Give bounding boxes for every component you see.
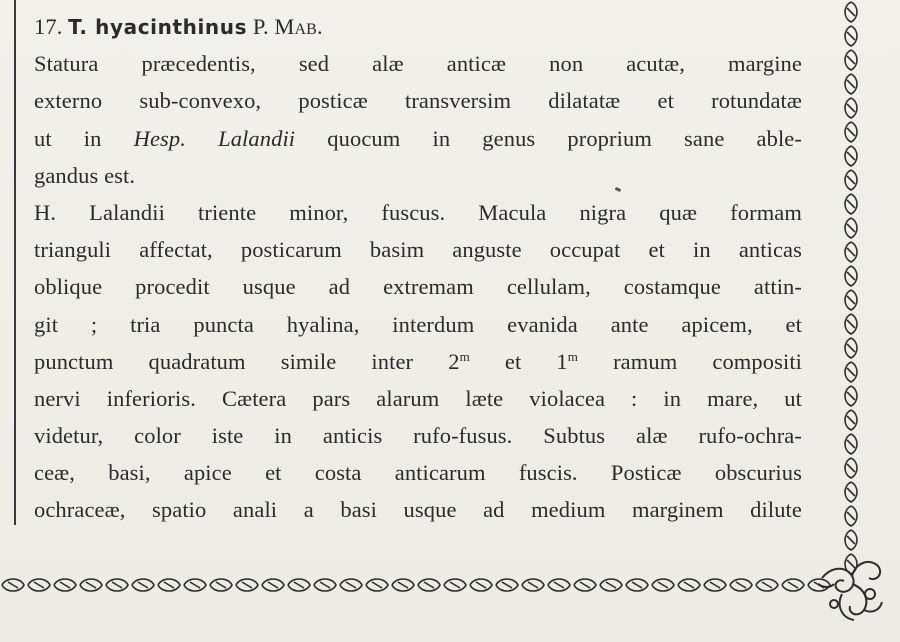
chain-link-ornament (340, 579, 362, 591)
chain-link-ornament (845, 290, 857, 310)
para2-line5-a: punctum quadratum simile inter 2 (34, 348, 460, 374)
chain-link-ornament (236, 579, 258, 591)
fleuron-corner-ornament (812, 548, 890, 626)
species-name: T. hyacinthinus (68, 15, 248, 39)
para1-line4: gandus est. (34, 162, 136, 188)
chain-link-ornament (845, 530, 857, 550)
chain-link-ornament (522, 579, 544, 591)
chain-link-ornament (288, 579, 310, 591)
chain-link-ornament (845, 482, 857, 502)
left-margin-rule (14, 0, 16, 525)
chain-link-ornament (845, 218, 857, 238)
chain-link-ornament (782, 579, 804, 591)
chain-link-ornament (262, 579, 284, 591)
chain-link-ornament (845, 434, 857, 454)
chain-link-ornament (845, 26, 857, 46)
species-number: 17. (34, 14, 63, 39)
para2-line7: videtur, color iste in anticis rufo-fusus. Subtus alæ rufo-ochra- (34, 423, 802, 449)
chain-link-ornament (845, 146, 857, 166)
chain-link-ornament (158, 579, 180, 591)
chain-link-ornament (184, 579, 206, 591)
para2-line4: git ; tria puncta hyalina, interdum evanida ante apicem, et (34, 311, 802, 337)
chain-link-ornament (418, 579, 440, 591)
chain-link-ornament (600, 579, 622, 591)
chain-link-ornament (106, 579, 128, 591)
chain-link-ornament (574, 579, 596, 591)
superscript-m: m (567, 348, 578, 364)
chain-link-ornament (845, 50, 857, 70)
author-name: Mab. (274, 14, 323, 39)
italic-species-ref: Hesp. Lalandii (133, 125, 296, 151)
chain-link-ornament (845, 122, 857, 142)
chain-link-ornament (845, 170, 857, 190)
chain-link-ornament (652, 579, 674, 591)
chain-link-ornament (2, 579, 24, 591)
chain-link-ornament (678, 579, 700, 591)
para1-line2: externo sub-convexo, posticæ transversim dilatatæ et rotundatæ (34, 88, 802, 114)
para2-line5-c: ramum compositi (613, 348, 803, 374)
chain-link-ornament (80, 579, 102, 591)
species-heading (34, 8, 802, 45)
chain-link-ornament (28, 579, 50, 591)
para1-line3-post: quocum in genus proprium sane able- (327, 125, 802, 151)
chain-link-ornament (845, 506, 857, 526)
chain-link-ornament (845, 194, 857, 214)
para2-line1: H. Lalandii triente minor, fuscus. Macula nigra quæ formam (34, 199, 802, 225)
chain-link-ornament (548, 579, 570, 591)
chain-link-ornament (54, 579, 76, 591)
superscript-m: m (459, 348, 470, 364)
para2-line2: trianguli affectat, posticarum basim anguste occupat et in anticas (34, 237, 802, 263)
chain-link-ornament (845, 266, 857, 286)
chain-link-ornament (366, 579, 388, 591)
body-text (34, 8, 802, 529)
chain-link-ornament (845, 386, 857, 406)
chain-link-ornament (730, 579, 752, 591)
para2-line9: ochraceæ, spatio anali a basi usque ad medium marginem dilute (34, 497, 802, 523)
chain-link-ornament (392, 579, 414, 591)
bottom-chain-border-ornament (0, 570, 840, 600)
chain-link-ornament (132, 579, 154, 591)
para1-line1: Statura præcedentis, sed alæ anticæ non acutæ, margine (34, 51, 802, 77)
right-chain-border-ornament (833, 0, 869, 580)
chain-link-ornament (470, 579, 492, 591)
para2-line3: oblique procedit usque ad extremam cellulam, costamque attin- (34, 274, 802, 300)
chain-link-ornament (756, 579, 778, 591)
chain-link-ornament (444, 579, 466, 591)
para2-line8: ceæ, basi, apice et costa anticarum fuscis. Posticæ obscurius (34, 460, 802, 486)
chain-link-ornament (845, 338, 857, 358)
chain-link-ornament (845, 98, 857, 118)
para2-line5 (34, 343, 802, 380)
chain-link-ornament (210, 579, 232, 591)
chain-link-ornament (704, 579, 726, 591)
para1-line3-pre: ut in (34, 125, 102, 151)
chain-link-ornament (845, 74, 857, 94)
para2-line5-b: et 1 (504, 348, 568, 374)
chain-link-ornament (845, 458, 857, 478)
para2-line6: nervi inferioris. Cætera pars alarum læte violacea : in mare, ut (34, 385, 802, 411)
chain-link-ornament (845, 362, 857, 382)
chain-link-ornament (626, 579, 648, 591)
chain-link-ornament (496, 579, 518, 591)
chain-link-ornament (845, 2, 857, 22)
para1-line3 (34, 120, 802, 157)
chain-link-ornament (845, 314, 857, 334)
chain-link-ornament (314, 579, 336, 591)
author-initial: P. (252, 14, 269, 39)
chain-link-ornament (845, 242, 857, 262)
chain-link-ornament (845, 410, 857, 430)
